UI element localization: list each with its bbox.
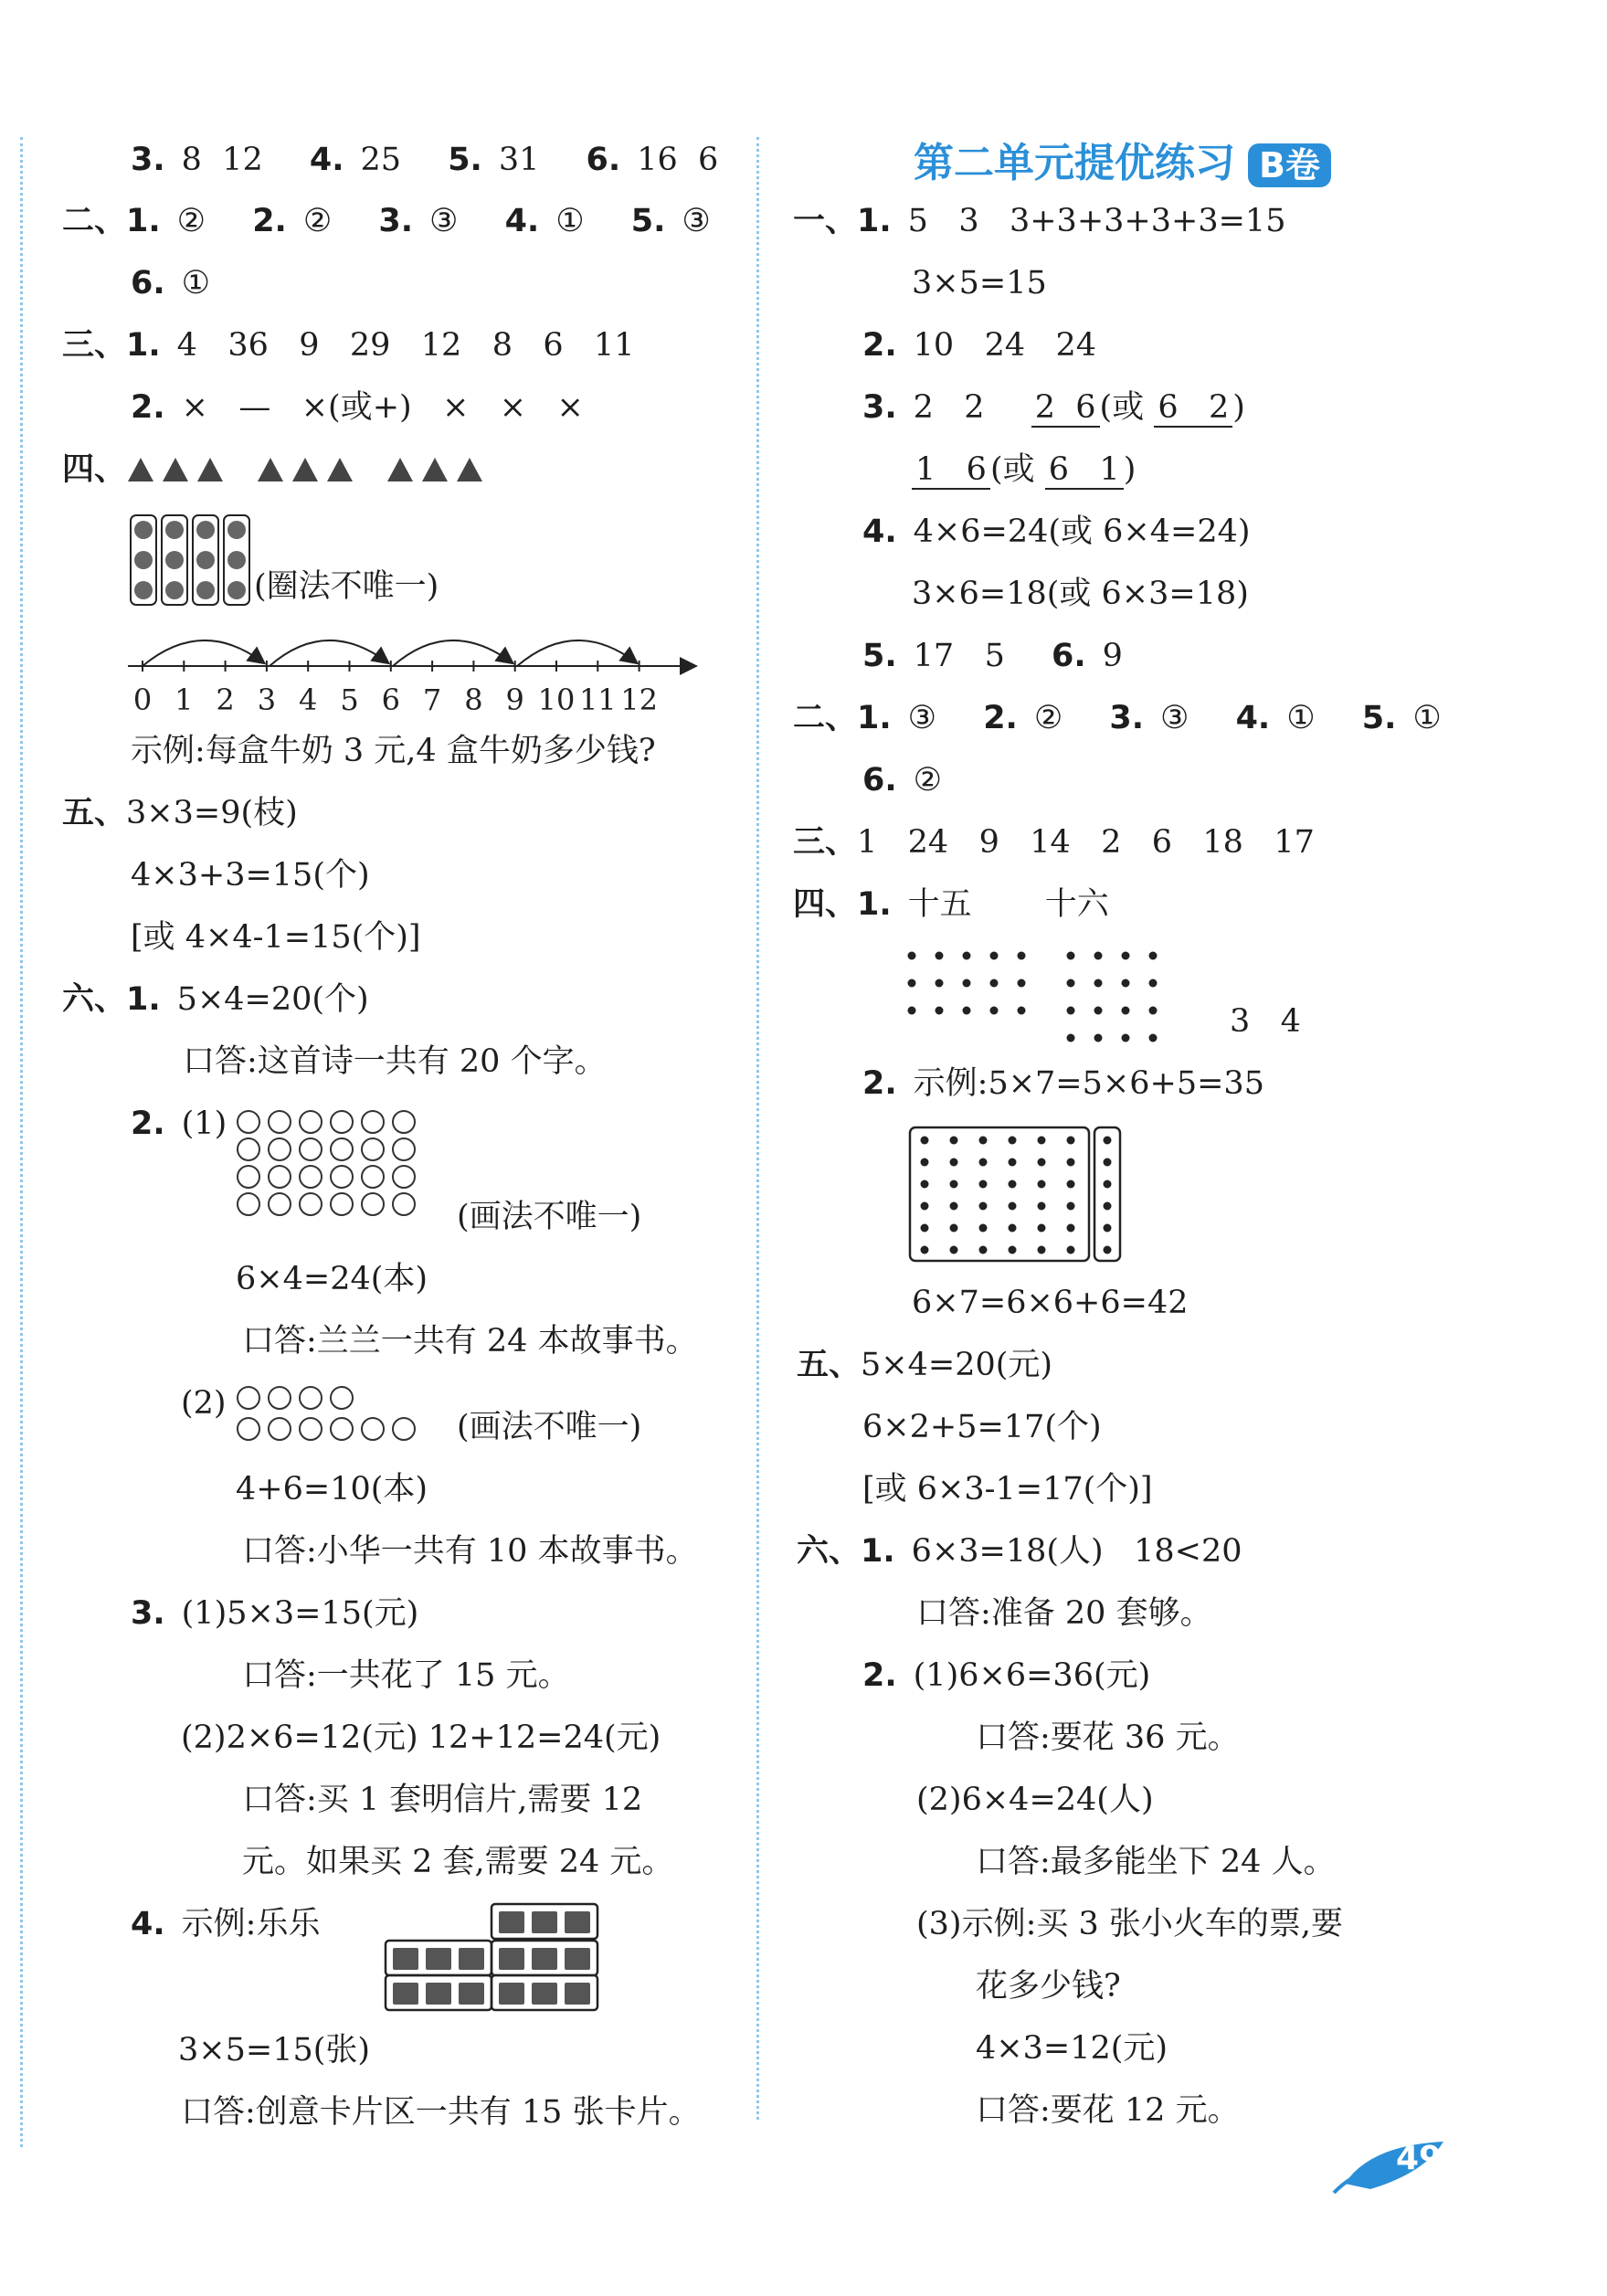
circle (269, 1193, 291, 1215)
left-line-13: 口答:这首诗一共有 20 个字。 (183, 1043, 607, 1080)
circle (331, 1138, 353, 1160)
right-line-16: 五、5×4=20(元) (797, 1347, 1053, 1383)
left-line-11: [或 4×4-1=15(个)] (131, 919, 421, 956)
dot (990, 1007, 999, 1015)
circle-grid-1 (236, 1109, 428, 1219)
dot (1122, 1034, 1130, 1042)
circle (238, 1111, 259, 1133)
dot (1038, 1246, 1046, 1254)
card-square (532, 1983, 557, 2005)
dot (1104, 1202, 1112, 1211)
card-square (499, 1948, 524, 1970)
dot (1038, 1202, 1046, 1211)
card-square (499, 1911, 524, 1933)
dot (1009, 1246, 1017, 1254)
right-line-1: 一、1. 5 3 3+3+3+3+3=15 (793, 203, 1286, 239)
circle (393, 1193, 415, 1215)
dot-patterns (906, 947, 1171, 1047)
dot (1009, 1180, 1017, 1189)
right-line-26: 花多少钱? (976, 1968, 1121, 2005)
triangle-groups (128, 452, 493, 489)
circle (238, 1387, 259, 1409)
dot (979, 1224, 988, 1233)
dot (908, 952, 916, 960)
circle (331, 1387, 353, 1409)
dot (1104, 1137, 1112, 1145)
card-square (459, 1983, 484, 2005)
right-line-20: 口答:准备 20 套够。 (916, 1595, 1212, 1632)
dot (1009, 1137, 1017, 1145)
dot (1038, 1224, 1046, 1233)
dot (908, 979, 916, 988)
dot (1038, 1137, 1046, 1145)
tick-label: 1 (174, 682, 194, 717)
dot (1104, 1224, 1112, 1233)
right-line-23: (2)6×4=24(人) (916, 1782, 1154, 1818)
right-line-9: 二、1. ③ 2. ② 3. ③ 4. ① 5. ① (793, 700, 1442, 736)
dot (963, 952, 971, 960)
dot (1104, 1246, 1112, 1254)
right-line-13: 3 4 (1230, 1003, 1301, 1040)
dot (1067, 979, 1075, 988)
circle (362, 1138, 384, 1160)
dot (936, 1007, 944, 1015)
card-square (426, 1983, 451, 2005)
dot (921, 1180, 929, 1189)
circle (300, 1166, 322, 1188)
circle (269, 1418, 291, 1440)
right-line-4: 3. 2 2 2 6 (或 6 2 ) (862, 389, 1245, 426)
circle (331, 1193, 353, 1215)
version-badge: B卷 (1248, 143, 1331, 187)
dot (950, 1159, 958, 1167)
underline-pair-4: 6 1 (1045, 451, 1124, 490)
card-square (532, 1911, 557, 1933)
left-line-10: 4×3+3=15(个) (131, 857, 370, 894)
left-line-15: (画法不唯一) (457, 1199, 642, 1235)
dot (1009, 1159, 1017, 1167)
circle (300, 1111, 322, 1133)
left-line-25: 口答:买 1 套明信片,需要 12 (242, 1782, 643, 1818)
right-line-24: 口答:最多能坐下 24 人。 (976, 1844, 1336, 1880)
card-square (565, 1983, 590, 2005)
dot (921, 1202, 929, 1211)
right-line-27: 4×3=12(元) (976, 2030, 1168, 2067)
dot (1149, 1034, 1158, 1042)
dot (1094, 952, 1103, 960)
dot (1067, 1034, 1075, 1042)
dot (921, 1246, 929, 1254)
dot (1122, 979, 1130, 988)
dot (1067, 1224, 1075, 1233)
dot (936, 979, 944, 988)
right-line-18: [或 6×3-1=17(个)] (862, 1471, 1153, 1508)
section-title: 第二单元提优练习 B卷 (914, 130, 1331, 188)
tick-label: 8 (464, 682, 483, 717)
circle-grid-2 (236, 1385, 428, 1445)
dot (1104, 1159, 1112, 1167)
underline-pair-3: 1 6 (912, 451, 990, 490)
dot (1067, 1202, 1075, 1211)
left-line-26: 元。如果买 2 套,需要 24 元。 (242, 1844, 674, 1880)
circle (362, 1193, 384, 1215)
circle (300, 1418, 322, 1440)
dot (950, 1180, 958, 1189)
right-line-25: (3)示例:买 3 张小火车的票,要 (916, 1906, 1344, 1942)
dot (979, 1246, 988, 1254)
left-line-5: 2. × — ×(或+) × × × (131, 389, 584, 426)
circle (238, 1418, 259, 1440)
left-line-28: 3×5=15(张) (178, 2032, 371, 2069)
dot (1018, 1007, 1026, 1015)
left-line-29: 口答:创意卡片区一共有 15 张卡片。 (181, 2094, 701, 2131)
right-line-11: 三、1 24 9 14 2 6 18 17 (793, 824, 1315, 861)
left-line-2: 二、1. ② 2. ② 3. ③ 4. ① 5. ③ (62, 203, 711, 239)
dot (979, 1159, 988, 1167)
circle (393, 1138, 415, 1160)
dot (1067, 952, 1075, 960)
card-square (532, 1948, 557, 1970)
page-number: 49 (1396, 2140, 1443, 2177)
dot (950, 1202, 958, 1211)
circle (362, 1418, 384, 1440)
dot (1104, 1180, 1112, 1189)
left-margin-line (20, 137, 23, 2147)
dot (1067, 1246, 1075, 1254)
left-line-23: 口答:一共花了 15 元。 (242, 1657, 570, 1694)
circled-dot-grid (130, 514, 258, 608)
right-line-17: 6×2+5=17(个) (862, 1409, 1102, 1445)
card-grid (384, 1902, 603, 2012)
right-line-21: 2. (1)6×6=36(元) (862, 1657, 1151, 1694)
underline-pair-1: 2 6 (1031, 389, 1100, 428)
dot (979, 1137, 988, 1145)
dot (921, 1159, 929, 1167)
dot (950, 1137, 958, 1145)
right-line-3: 2. 10 24 24 (862, 327, 1097, 364)
dot (1094, 979, 1103, 988)
dot (921, 1224, 929, 1233)
left-line-22: 3. (1)5×3=15(元) (131, 1595, 419, 1632)
dot (1009, 1224, 1017, 1233)
card-square (426, 1948, 451, 1970)
tick-label: 4 (299, 682, 318, 717)
left-line-14: 2. (1) (131, 1106, 227, 1142)
left-line-17: 口答:兰兰一共有 24 本故事书。 (242, 1323, 698, 1360)
circle (393, 1418, 415, 1440)
number-line (128, 626, 703, 717)
right-line-5: 1 6 (或 6 1 ) (912, 450, 1136, 490)
tick-label: 5 (340, 682, 359, 717)
dot (963, 1007, 971, 1015)
circle (362, 1166, 384, 1188)
dot (1094, 1034, 1103, 1042)
left-line-20: 4+6=10(本) (236, 1471, 428, 1508)
left-line-6: 四、 (62, 451, 127, 488)
right-line-19: 六、1. 6×3=18(人) 18<20 (797, 1533, 1242, 1570)
circle (300, 1387, 322, 1409)
right-line-10: 6. ② (862, 762, 943, 799)
right-line-12: 四、1. 十五 十六 (793, 886, 1109, 923)
dot (950, 1246, 958, 1254)
dot (1122, 952, 1130, 960)
dot (936, 952, 944, 960)
tick-label: 2 (216, 682, 235, 717)
card-square (565, 1948, 590, 1970)
right-line-8: 5. 17 5 6. 9 (862, 638, 1123, 674)
circle (393, 1111, 415, 1133)
circle (331, 1166, 353, 1188)
dot (990, 952, 999, 960)
left-line-19: (画法不唯一) (457, 1409, 642, 1445)
dot (963, 979, 971, 988)
right-line-6: 4. 4×6=24(或 6×4=24) (862, 513, 1251, 550)
card-square (393, 1983, 418, 2005)
dot (921, 1137, 929, 1145)
circle (331, 1418, 353, 1440)
right-line-15: 6×7=6×6+6=42 (912, 1285, 1189, 1321)
circle (238, 1166, 259, 1188)
dot (1067, 1159, 1075, 1167)
dot (1094, 1007, 1103, 1015)
card-square (565, 1911, 590, 1933)
left-line-18: (2) (181, 1385, 227, 1422)
dot (1018, 952, 1026, 960)
dot-array-6x7 (908, 1126, 1127, 1264)
dot (979, 1202, 988, 1211)
left-line-8: 示例:每盒牛奶 3 元,4 盒牛奶多少钱? (131, 733, 656, 769)
circle (393, 1166, 415, 1188)
card-square (393, 1948, 418, 1970)
dot (1067, 1137, 1075, 1145)
left-line-4: 三、1. 4 36 9 29 12 8 6 11 (62, 327, 635, 364)
dot (1038, 1159, 1046, 1167)
dot (1122, 1007, 1130, 1015)
circle (238, 1138, 259, 1160)
underline-pair-2: 6 2 (1154, 389, 1232, 428)
card-square (459, 1948, 484, 1970)
right-line-22: 口答:要花 36 元。 (976, 1719, 1240, 1756)
dot (1009, 1202, 1017, 1211)
dot (1149, 952, 1158, 960)
left-line-24: (2)2×6=12(元) 12+12=24(元) (181, 1719, 661, 1756)
dot (1149, 1007, 1158, 1015)
left-line-3: 6. ① (131, 265, 211, 302)
tick-label: 12 (620, 682, 658, 717)
left-line-27: 4. 示例:乐乐 (131, 1906, 321, 1942)
dot (1067, 1007, 1075, 1015)
right-line-2: 3×5=15 (912, 265, 1047, 302)
dot (1149, 979, 1158, 988)
right-line-7: 3×6=18(或 6×3=18) (912, 576, 1249, 612)
tick-label: 11 (578, 682, 617, 717)
circle (269, 1111, 291, 1133)
tick-label: 6 (381, 682, 400, 717)
circle (269, 1138, 291, 1160)
dot (1038, 1180, 1046, 1189)
card-square (499, 1983, 524, 2005)
dot (1018, 979, 1026, 988)
tick-label: 7 (422, 682, 442, 717)
dot (1067, 1180, 1075, 1189)
dot (908, 1007, 916, 1015)
left-line-16: 6×4=24(本) (236, 1261, 428, 1297)
right-line-28: 口答:要花 12 元。 (976, 2092, 1240, 2129)
circle (269, 1387, 291, 1409)
left-line-7: (圈法不唯一) (254, 568, 439, 605)
dot (990, 979, 999, 988)
left-line-1: 3. 8 12 4. 25 5. 31 6. 16 6 (131, 142, 719, 178)
dot (950, 1224, 958, 1233)
tick-label: 0 (132, 682, 153, 717)
right-line-14: 2. 示例:5×7=5×6+5=35 (862, 1065, 1264, 1102)
column-divider (756, 137, 759, 2120)
dot (979, 1180, 988, 1189)
left-line-21: 口答:小华一共有 10 本故事书。 (242, 1533, 698, 1570)
circle (238, 1193, 259, 1215)
circle (362, 1111, 384, 1133)
left-line-9: 五、3×3=9(枝) (62, 795, 298, 831)
tick-label: 3 (257, 682, 277, 717)
left-line-12: 六、1. 5×4=20(个) (62, 981, 369, 1018)
circle (300, 1193, 322, 1215)
tick-label: 10 (537, 682, 576, 717)
tick-label: 9 (505, 682, 524, 717)
page-number-badge (1370, 2136, 1454, 2184)
circle (300, 1138, 322, 1160)
circle (269, 1166, 291, 1188)
circle (331, 1111, 353, 1133)
